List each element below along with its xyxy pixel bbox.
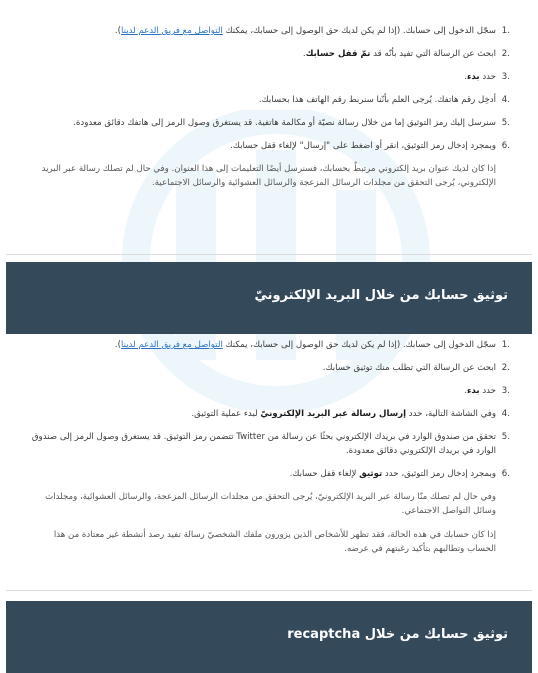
step-number: 3. [501, 386, 510, 396]
phone-verification-section [26, 24, 510, 200]
contact-support-link[interactable]: التواصل مع فريق الدعم لدينا [120, 340, 223, 350]
step-text-end: . [464, 72, 468, 82]
step-text-end: . [302, 49, 306, 59]
step-number: 2. [501, 49, 510, 59]
step-number: 3. [501, 72, 510, 82]
step-number: 1. [501, 340, 510, 350]
step-number: 5. [501, 432, 510, 442]
step-text: وبمجرد إدخال رمز التوثيق، حدد [382, 469, 496, 479]
step-bold-label: بدء [467, 386, 480, 396]
step-item [26, 24, 510, 38]
email-verification-section [26, 338, 510, 566]
step-text: وبمجرد إدخال رمز التوثيق، انقر أو اضغط على "إرسال" لإلغاء قفل حسابك. [230, 141, 496, 151]
recaptcha-verification-header [6, 601, 532, 673]
step-item [26, 338, 510, 352]
email-verification-header [6, 262, 532, 334]
step-text: سجّل الدخول إلى حسابك. (إذا لم يكن لديك حق الوصول إلى حسابك، يمكنك [222, 26, 496, 36]
step-text: حدد [479, 72, 496, 82]
step-text-end: ). [114, 26, 121, 36]
contact-support-link[interactable]: التواصل مع فريق الدعم لدينا [120, 26, 223, 36]
step-item [26, 70, 510, 84]
step-item [26, 93, 510, 107]
step-item [26, 116, 510, 130]
step-item [26, 361, 510, 375]
step-number: 1. [501, 26, 510, 36]
step-number: 4. [501, 409, 510, 419]
step-text-end: لبدء عملية التوثيق. [191, 409, 261, 419]
step-number: 2. [501, 363, 510, 373]
step-number: 6. [501, 141, 510, 151]
step-item [26, 407, 510, 421]
phone-email-note: إذا كان لديك عنوان بريد إلكتروني مرتبطٌ بحسابك، فسنرسل أيضًا التعليمات إلى هذا العنوان. وفي حال لم تصلك رسالة عبر البريد الإلكتروني، يُرجى التحقق من مجلدات الرسائل المزعجة والرسائل العشوائية والرسائل الاجتماعية. [41, 164, 496, 188]
step-bold-label: بدء [467, 72, 480, 82]
step-text-end: . [464, 386, 468, 396]
step-bold-label: تمّ قفل حسابك [305, 49, 371, 59]
step-text: ابحث عن الرسالة التي تفيد بأنّه قد [370, 49, 496, 59]
step-text-end: لإلغاء قفل حسابك. [289, 469, 360, 479]
step-bold-label: إرسال رسالة عبر البريد الإلكترونيّ [260, 409, 407, 419]
step-item [26, 47, 510, 61]
spam-folder-note: وفي حال لم تصلك منّا رسالة عبر البريد الإلكترونيّ، يُرجى التحقق من مجلدات الرسائل المزعجة، والرسائل العشوائية، ومجلدات وسائل التواصل الاجتماعي. [45, 492, 496, 516]
step-bold-label: توثيق [359, 469, 383, 479]
step-number: 6. [501, 469, 510, 479]
email-steps-list [26, 338, 510, 481]
section-divider [6, 254, 532, 255]
step-item [26, 467, 510, 481]
step-item [26, 430, 510, 458]
step-text: وفي الشاشة التالية، حدد [406, 409, 496, 419]
step-text: حدد [479, 386, 496, 396]
article-page [6, 0, 532, 673]
unusual-activity-note: إذا كان حسابك في هذه الحالة، فقد تظهر للأشخاص الذين يزورون ملفك الشخصيّ رسالة تفيد رصد أنشطة غير معتادة من هذا الحساب وتطالبهم بتأكيد رغبتهم في عرضه. [53, 530, 496, 554]
step-text-end: ). [114, 340, 121, 350]
step-text: سجّل الدخول إلى حسابك. (إذا لم يكن لديك حق الوصول إلى حسابك، يمكنك [222, 340, 496, 350]
step-text: تحقق من صندوق الوارد في بريدك الإلكتروني بحثًا عن رسالة من Twitter تتضمن رمز التوثيق. قد يستغرق وصول الرمز إلى صندوق الوارد في بريدك الإلكتروني دقائق معدودة. [31, 432, 496, 456]
recaptcha-verification-title: توثيق حسابك من خلال recaptcha [287, 627, 508, 642]
step-item [26, 384, 510, 398]
step-item [26, 139, 510, 153]
step-number: 4. [501, 95, 510, 105]
step-number: 5. [501, 118, 510, 128]
email-verification-title: توثيق حسابك من خلال البريد الإلكترونيّ [254, 288, 508, 303]
step-text: أدخِل رقم هاتفك. يُرجى العلم بأنّنا سنربط رقم الهاتف هذا بحسابك. [258, 95, 496, 105]
step-text: سنرسل إليك رمز التوثيق إما من خلال رسالة نصيّة أو مكالمة هاتفية. قد يستغرق وصول الرمز إلى هاتفك دقائق معدودة. [73, 118, 496, 128]
phone-steps-list [26, 24, 510, 153]
step-text: ابحث عن الرسالة التي تطلب منك توثيق حسابك. [322, 363, 496, 373]
section-divider [6, 590, 532, 591]
